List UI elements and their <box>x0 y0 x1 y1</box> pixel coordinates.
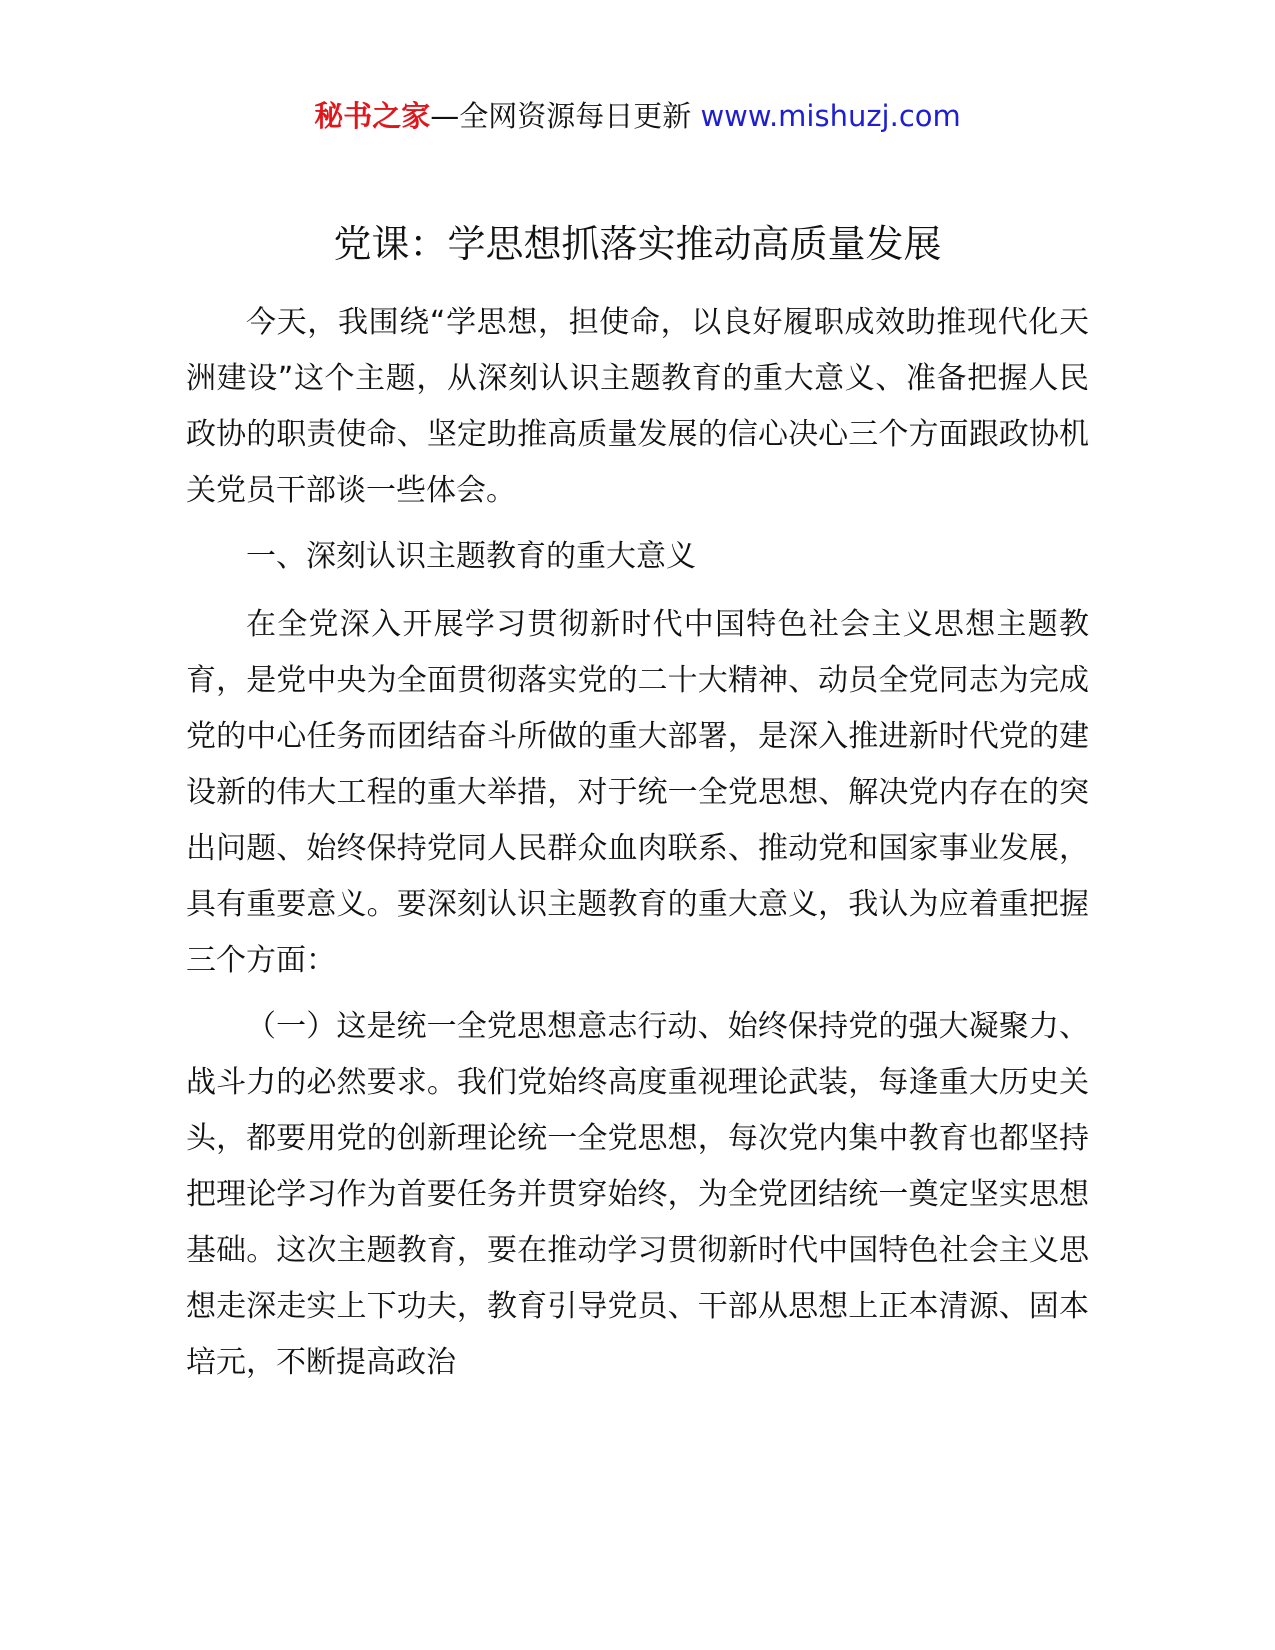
brand-name: 秘书之家 <box>314 99 431 133</box>
section-heading: 一、深刻认识主题教育的重大意义 <box>246 539 696 574</box>
site-header <box>0 96 1275 136</box>
body-paragraph: 在全党深入开展学习贯彻新时代中国特色社会主义思想主题教育，是党中央为全面贯彻落实党的二十大精神、动员全党同志为完成党的中心任务而团结奋斗所做的重大部署，是深入推进新时代党的建设新的伟大工程的重大举措，对于统一全党思想、解决党内存在的突出问题、始终保持党同人民群众血肉联系、推动党和国家事业发展，具有重要意义。要深刻认识主题教育的重大意义，我认为应着重把握三个方面： <box>186 607 1089 978</box>
document-body <box>186 295 1089 1401</box>
document-title: 党课：学思想抓落实推动高质量发展 <box>333 222 942 266</box>
intro-paragraph: 今天，我围绕“学思想，担使命，以良好履职成效助推现代化天洲建设”这个主题，从深刻认识主题教育的重大意义、准备把握人民政协的职责使命、坚定助推高质量发展的信心决心三个方面跟政协机关党员干部谈一些体会。 <box>186 305 1089 508</box>
header-tagline: —全网资源每日更新 <box>430 99 692 133</box>
site-url-link[interactable]: www.mishuzj.com <box>700 99 961 133</box>
subsection-paragraph: （一）这是统一全党思想意志行动、始终保持党的强大凝聚力、战斗力的必然要求。我们党始终高度重视理论武装，每逢重大历史关头，都要用党的创新理论统一全党思想，每次党内集中教育也都坚持把理论学习作为首要任务并贯穿始终，为全党团结统一奠定坚实思想基础。这次主题教育，要在推动学习贯彻新时代中国特色社会主义思想走深走实上下功夫，教育引导党员、干部从思想上正本清源、固本培元，不断提高政治 <box>186 1009 1089 1380</box>
